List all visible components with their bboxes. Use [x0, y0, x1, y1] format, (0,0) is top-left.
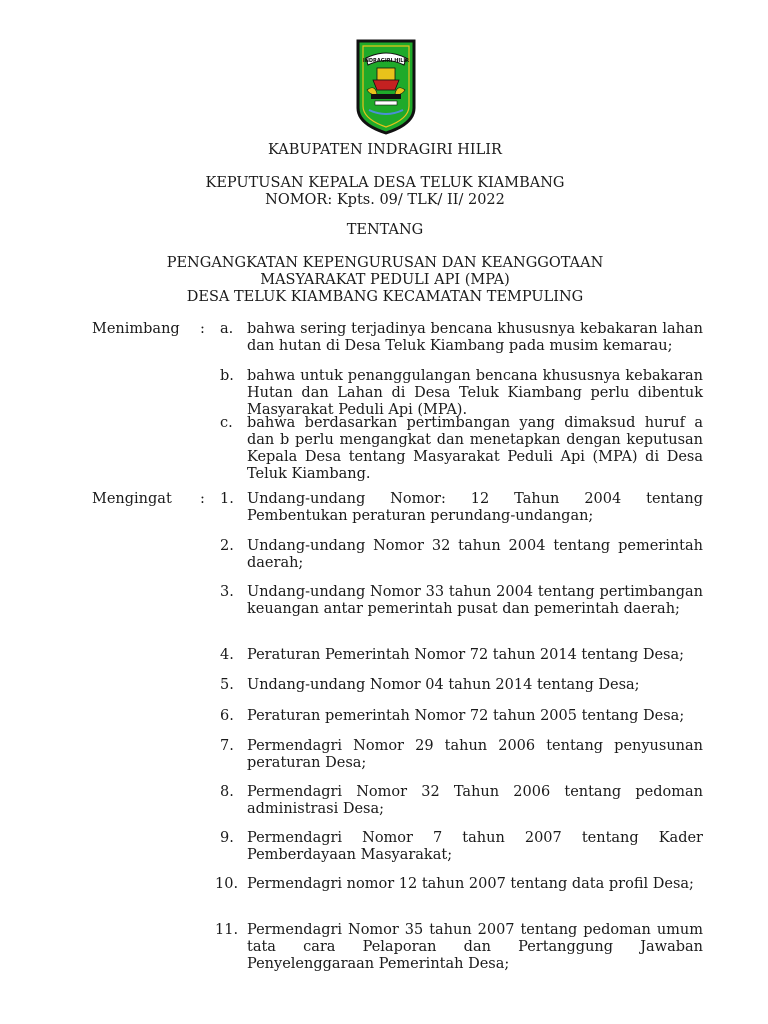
mengingat-mark-5: 5. [220, 677, 234, 693]
mengingat-item-2: Undang-undang Nomor 32 tahun 2004 tentang pemerintah daerah; [247, 538, 703, 571]
menimbang-label: Menimbang [92, 321, 180, 337]
menimbang-mark-a: a. [220, 321, 234, 337]
mengingat-mark-9: 9. [220, 830, 234, 846]
menimbang-mark-c: c. [220, 415, 233, 431]
mengingat-mark-3: 3. [220, 584, 234, 600]
subject-line-1: PENGANGKATAN KEPENGURUSAN DAN KEANGGOTAAN [166, 255, 604, 271]
mengingat-mark-4: 4. [220, 647, 234, 663]
mengingat-item-10: Permendagri nomor 12 tahun 2007 tentang data profil Desa; [247, 876, 694, 892]
mengingat-label: Mengingat [92, 491, 172, 507]
about-heading: TENTANG [346, 222, 424, 238]
mengingat-item-7: Permendagri Nomor 29 tahun 2006 tentang penyusunan peraturan Desa; [247, 738, 703, 771]
mengingat-item-4: Peraturan Pemerintah Nomor 72 tahun 2014 tentang Desa; [247, 647, 685, 663]
mengingat-item-11: Permendagri Nomor 35 tahun 2007 tentang pedoman umum tata cara Pelaporan dan Pertanggung Jawaban Penyelenggaraan Pemerintah Desa; [247, 922, 703, 972]
menimbang-mark-b: b. [220, 368, 234, 384]
logo-banner-text: INDRAGIRI HILIR [362, 58, 410, 64]
decree-number: NOMOR: Kpts. 09/ TLK/ II/ 2022 [265, 192, 505, 208]
mengingat-item-9: Permendagri Nomor 7 tahun 2007 tentang Kader Pemberdayaan Masyarakat; [247, 830, 703, 863]
mengingat-mark-8: 8. [220, 784, 234, 800]
mengingat-mark-7: 7. [220, 738, 234, 754]
menimbang-item-b: bahwa untuk penanggulangan bencana khususnya kebakaran Hutan dan Lahan di Desa Teluk Kiambang perlu dibentuk Masyarakat Peduli Api (MPA). [247, 368, 703, 418]
subject-line-3: DESA TELUK KIAMBANG KECAMATAN TEMPULING [186, 289, 584, 305]
menimbang-item-a: bahwa sering terjadinya bencana khususnya kebakaran lahan dan hutan di Desa Teluk Kiambang pada musim kemarau; [247, 321, 703, 354]
mengingat-mark-10: 10. [215, 876, 239, 892]
mengingat-item-5: Undang-undang Nomor 04 tahun 2014 tentang Desa; [247, 677, 640, 693]
mengingat-item-6: Peraturan pemerintah Nomor 72 tahun 2005 tentang Desa; [247, 708, 685, 724]
mengingat-item-3: Undang-undang Nomor 33 tahun 2004 tentang pertimbangan keuangan antar pemerintah pusat dan pemerintah daerah; [247, 584, 703, 617]
menimbang-colon: : [200, 321, 205, 337]
mengingat-item-1: Undang-undang Nomor: 12 Tahun 2004 tentang Pembentukan peraturan perundang-undangan; [247, 491, 703, 524]
menimbang-item-c: bahwa berdasarkan pertimbangan yang dimaksud huruf a dan b perlu mengangkat dan menetapkan dengan keputusan Kepala Desa tentang Masyarakat Peduli Api (MPA) di Desa Teluk Kiambang. [247, 415, 703, 482]
regency-name: KABUPATEN INDRAGIRI HILIR [268, 142, 502, 158]
mengingat-mark-11: 11. [215, 922, 239, 938]
regency-coat-of-arms-logo [355, 38, 417, 136]
mengingat-item-8: Permendagri Nomor 32 Tahun 2006 tentang pedoman administrasi Desa; [247, 784, 703, 817]
decree-title: KEPUTUSAN KEPALA DESA TELUK KIAMBANG [205, 175, 565, 191]
mengingat-mark-6: 6. [220, 708, 234, 724]
subject-line-2: MASYARAKAT PEDULI API (MPA) [260, 272, 510, 288]
mengingat-colon: : [200, 491, 205, 507]
mengingat-mark-2: 2. [220, 538, 234, 554]
mengingat-mark-1: 1. [220, 491, 234, 507]
